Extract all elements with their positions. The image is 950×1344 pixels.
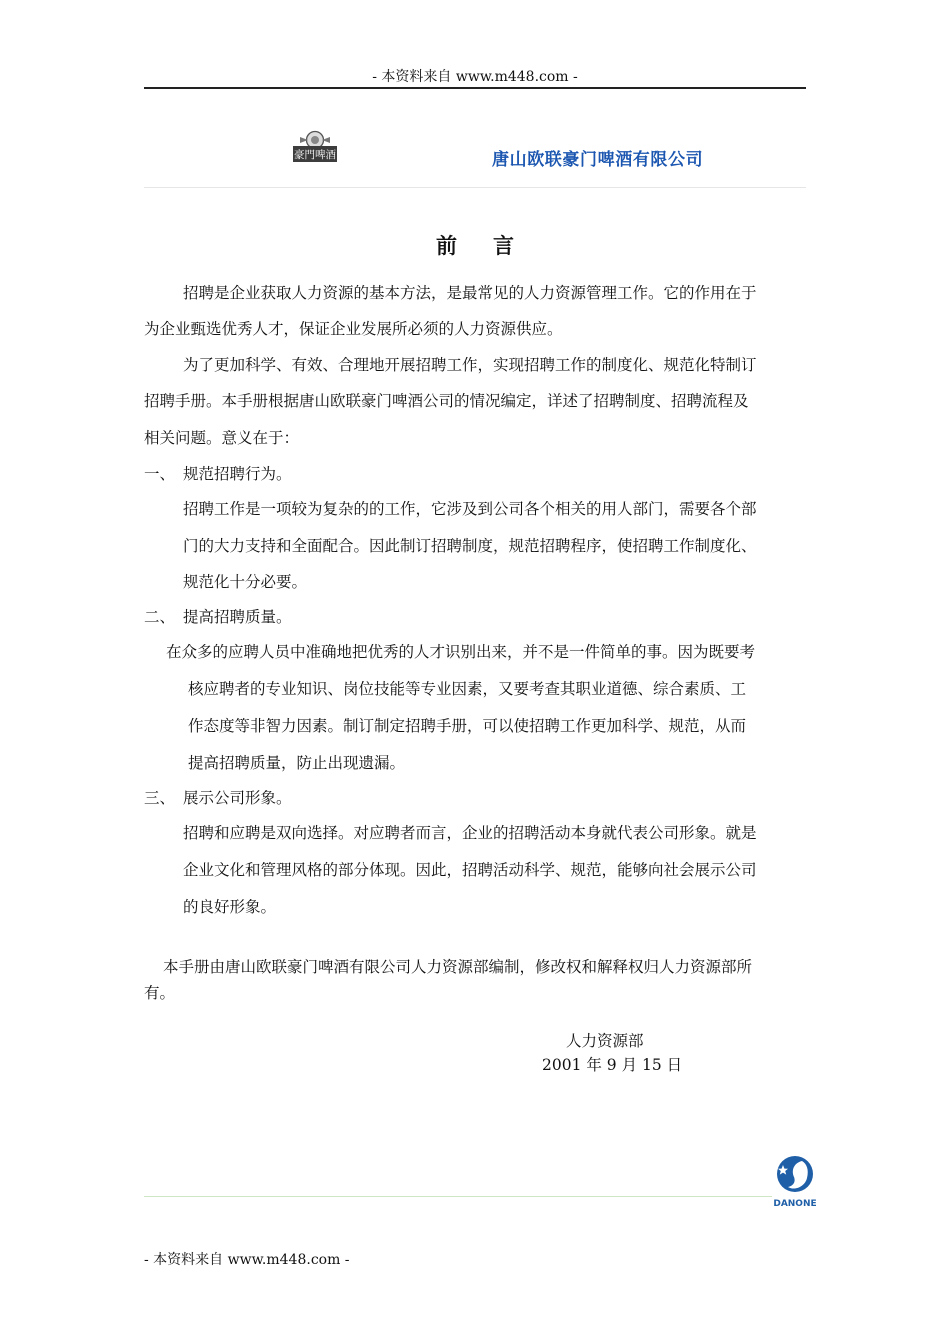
list-item-line: 门的大力支持和全面配合。因此制订招聘制度，规范招聘程序，使招聘工作制度化、 <box>183 537 757 555</box>
list-item-line: 在众多的应聘人员中准确地把优秀的人才识别出来，并不是一件简单的事。因为既要考 <box>166 643 756 661</box>
list-item-heading: 规范招聘行为。 <box>183 465 292 483</box>
paragraph-line: 相关问题。意义在于： <box>144 429 300 447</box>
page-header-source: - 本资料来自 www.m448.com - <box>372 69 578 85</box>
list-item-heading: 提高招聘质量。 <box>183 608 292 626</box>
header-rule <box>144 87 806 89</box>
logo-divider <box>144 187 806 188</box>
list-item-number: 二、 <box>144 608 176 626</box>
danone-logo-icon <box>772 1155 818 1209</box>
page-footer-source: - 本资料来自 www.m448.com - <box>144 1252 350 1268</box>
paragraph-line: 招聘是企业获取人力资源的基本方法，是最常见的人力资源管理工作。它的作用在于 <box>183 284 757 302</box>
footer-rule <box>144 1196 772 1197</box>
paragraph-line: 招聘手册。本手册根据唐山欧联豪门啤酒公司的情况编定，详述了招聘制度、招聘流程及 <box>144 392 749 410</box>
list-item-number: 三、 <box>144 789 176 807</box>
list-item-line: 作态度等非智力因素。制订制定招聘手册，可以使招聘工作更加科学、规范，从而 <box>188 717 747 735</box>
page-title: 前言 <box>436 233 550 258</box>
list-item-line: 规范化十分必要。 <box>183 573 308 591</box>
list-item-line: 核应聘者的专业知识、岗位技能等专业因素，又要考查其职业道德、综合素质、工 <box>188 680 747 698</box>
company-name: 唐山欧联豪门啤酒有限公司 <box>492 150 704 170</box>
paragraph-line: 为了更加科学、有效、合理地开展招聘工作，实现招聘工作的制度化、规范化特制订 <box>183 356 757 374</box>
list-item-line: 提高招聘质量，防止出现遗漏。 <box>188 754 406 772</box>
list-item-line: 招聘工作是一项较为复杂的的工作，它涉及到公司各个相关的用人部门，需要各个部 <box>183 500 757 518</box>
list-item-line: 招聘和应聘是双向选择。对应聘者而言，企业的招聘活动本身就代表公司形象。就是 <box>183 824 757 842</box>
list-item-number: 一、 <box>144 465 176 483</box>
paragraph-line: 为企业甄选优秀人才，保证企业发展所必须的人力资源供应。 <box>144 320 563 338</box>
list-item-line: 的良好形象。 <box>183 898 277 916</box>
list-item-line: 企业文化和管理风格的部分体现。因此，招聘活动科学、规范，能够向社会展示公司 <box>183 861 757 879</box>
list-item-heading: 展示公司形象。 <box>183 789 292 807</box>
closing-line: 有。 <box>144 984 176 1002</box>
danone-wordmark: DANONE <box>773 1199 817 1209</box>
logo-text: 豪門啤酒 <box>294 149 336 161</box>
haomen-beer-logo-icon <box>290 130 340 164</box>
signature-date: 2001 年 9 月 15 日 <box>542 1056 683 1074</box>
closing-line: 本手册由唐山欧联豪门啤酒有限公司人力资源部编制，修改权和解释权归人力资源部所 <box>163 958 753 976</box>
signature-department: 人力资源部 <box>566 1032 644 1050</box>
